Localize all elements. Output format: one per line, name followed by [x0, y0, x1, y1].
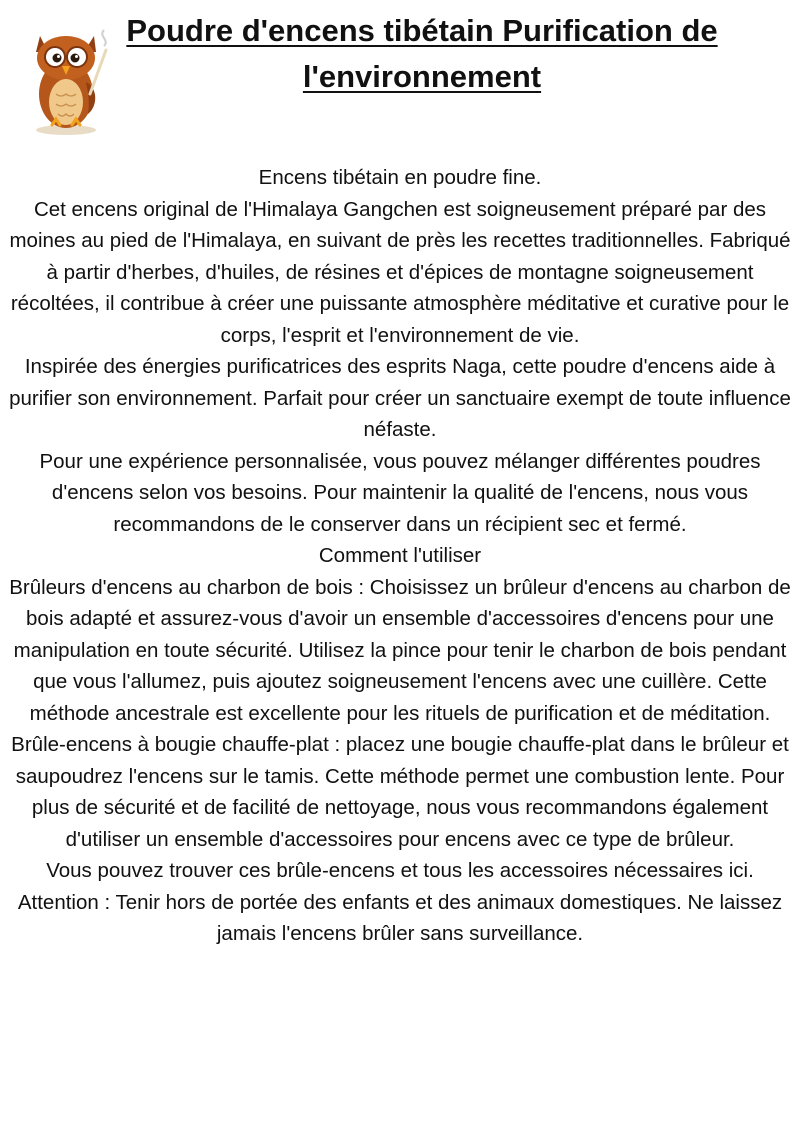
paragraph-charcoal-burner: Brûleurs d'encens au charbon de bois : Choisissez un brûleur d'encens au charbon de bois adapté et assurez-vous d'avoir un ensemble d'accessoires d'encens pour une manipulation en toute sécurité. Utilisez la pince pour tenir le charbon de bois pendant que vous l'allumez, puis ajoutez soigneusement l'encens avec une cuillère. Cette méthode ancestrale est excellente pour les rituels de purification et de méditation.: [9, 575, 791, 725]
paragraph-intro: Encens tibétain en poudre fine.: [258, 166, 542, 189]
owl-mascot-icon: [28, 22, 112, 138]
paragraph-warning: Attention : Tenir hors de portée des enfants et des animaux domestiques. Ne laissez jamais l'encens brûler sans surveillance.: [17, 890, 783, 945]
paragraph-tealight-burner: Brûle-encens à bougie chauffe-plat : placez une bougie chauffe-plat dans le brûleur et saupoudrez l'encens sur le tamis. Cette méthode permet une combustion lente. Pour plus de sécurité et de facilité de nettoyage, nous vous recommandons également d'utiliser un ensemble d'accessoires pour encens avec ce type de brûleur.: [11, 733, 789, 851]
paragraph-purification: Inspirée des énergies purificatrices des esprits Naga, cette poudre d'encens aide à purifier son environnement. Parfait pour créer un sanctuaire exempt de toute influence néfaste.: [9, 355, 791, 441]
paragraph-personalisation: Pour une expérience personnalisée, vous pouvez mélanger différentes poudres d'encens selon vos besoins. Pour maintenir la qualité de l'encens, nous vous recommandons de le conserver dans un récipient sec et fermé.: [39, 449, 761, 536]
paragraph-accessories: Vous pouvez trouver ces brûle-encens et tous les accessoires nécessaires ici.: [46, 859, 754, 882]
section-heading-usage: Comment l'utiliser: [318, 544, 482, 567]
page-header: [0, 0, 800, 140]
product-description: [8, 162, 792, 950]
page-title: Poudre d'encens tibétain Purification de l'environnement: [126, 13, 718, 94]
paragraph-origin: Cet encens original de l'Himalaya Gangchen est soigneusement préparé par des moines au pied de l'Himalaya, en suivant de près les recettes traditionnelles. Fabriqué à partir d'herbes, d'huiles, de résines et d'épices de montagne soigneusement récoltées, il contribue à créer une puissante atmosphère méditative et curative pour le corps, l'esprit et l'environnement de vie.: [9, 197, 791, 347]
